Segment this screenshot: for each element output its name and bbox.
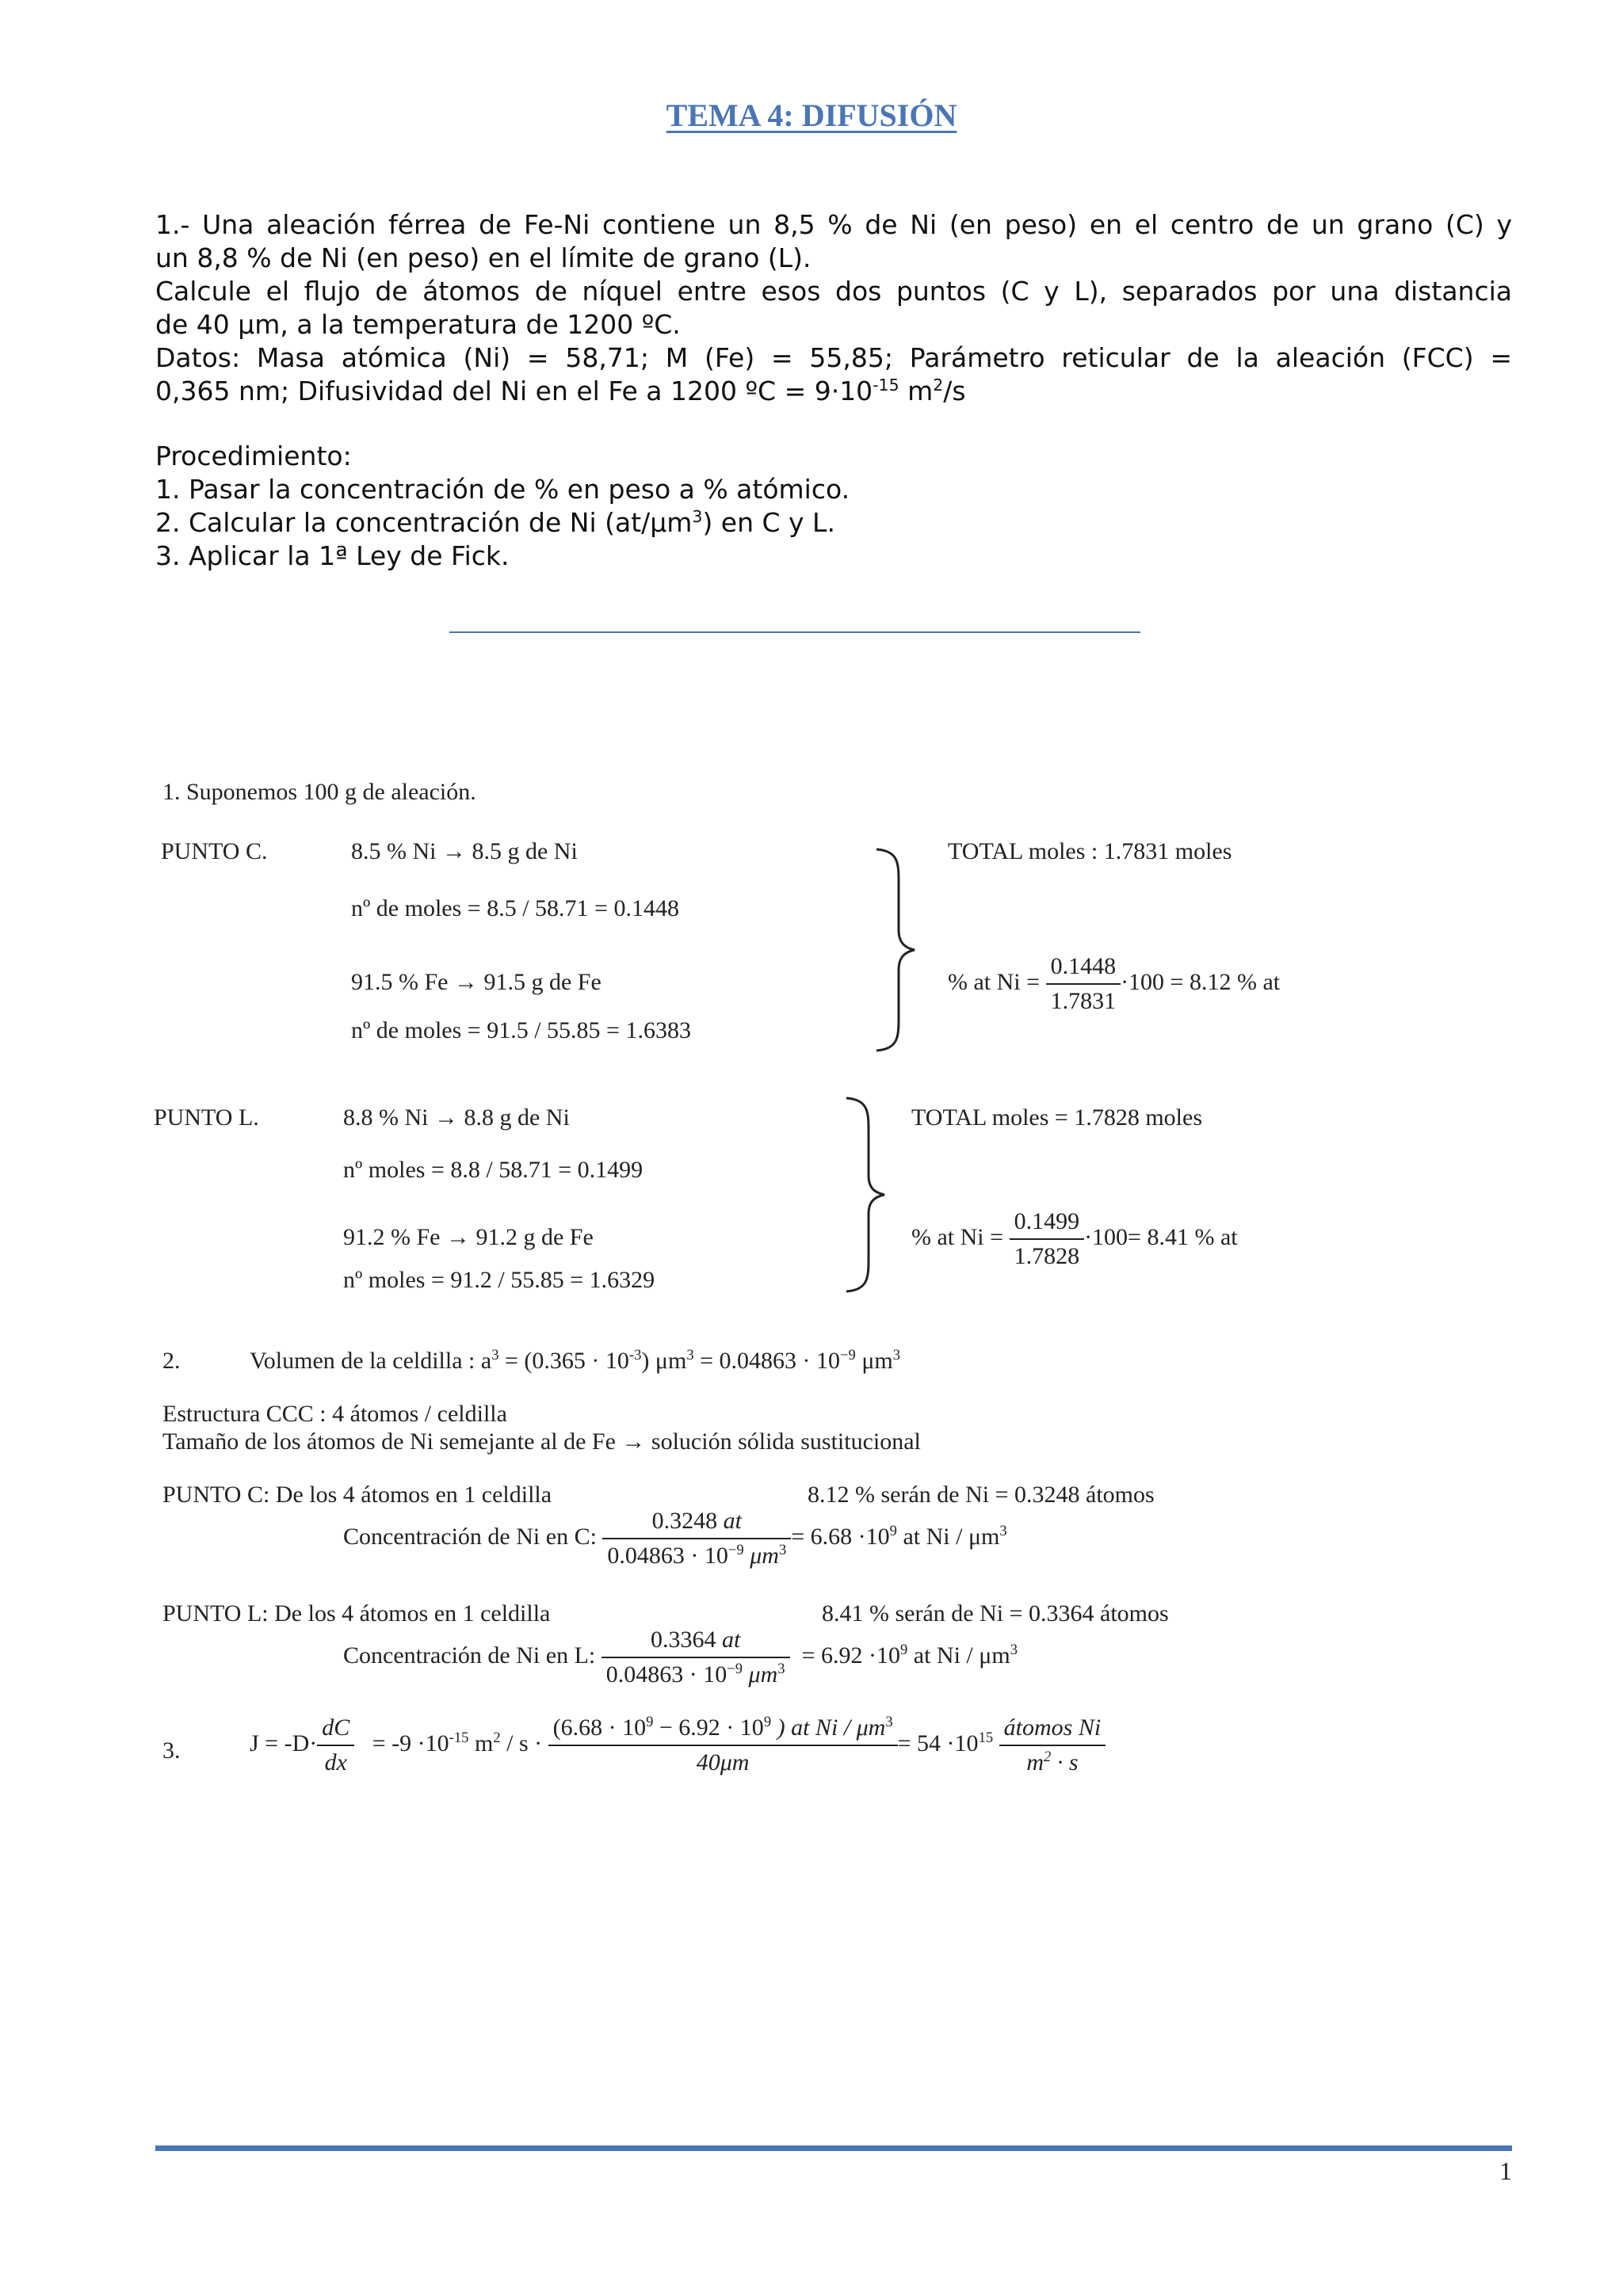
procedure-step: 3. Aplicar la 1ª Ley de Fick. (155, 540, 510, 571)
point-c-fe: 91.5 % Fe → 91.5 g de Fe (351, 969, 601, 995)
problem-statement (155, 208, 1512, 408)
solution-step-1: 1. Suponemos 100 g de aleación. (162, 779, 476, 805)
fraction: $\frac{0.1499}{1.7828}$ (1010, 1207, 1085, 1271)
fraction: $\frac{0.3364 at}{0.04863 \cdot 10^{-9} \mu m^3}$ (601, 1626, 790, 1689)
brace-l (838, 1097, 891, 1293)
data-line: Datos: Masa atómica (Ni) = 58,71; M (Fe) = 55,85; Parámetro reticular de la aleación (FCC) = (155, 342, 1512, 373)
structure-line: Estructura CCC : 4 átomos / celdilla (162, 1401, 507, 1427)
point-l-fe: 91.2 % Fe → 91.2 g de Fe (343, 1224, 594, 1250)
point-l-total: TOTAL moles = 1.7828 moles (911, 1104, 1202, 1131)
point-l-label: PUNTO L. (154, 1104, 259, 1131)
cell-volume: Volumen de la celdilla : $a^3 = (0.365 \cdot 10^{-3}) \mu m^3 = 0.04863 \cdot 10^{-9}$ $\mu m^3$ (250, 1347, 901, 1374)
problem-line: Calcule el flujo de átomos de níquel entre esos dos puntos (C y L), separados por una distancia (155, 276, 1512, 307)
fraction: $\frac{\text{átomos Ni}}{m^2 \cdot s}$ (999, 1714, 1106, 1777)
solution-step-2-number: 2. (162, 1348, 181, 1374)
point-l-fe-moles: nº moles = 91.2 / 55.85 = 1.6329 (343, 1267, 655, 1293)
point-l-ni-atoms: 8.41 % serán de Ni = 0.3364 átomos (822, 1600, 1169, 1627)
separator-line (449, 631, 1140, 633)
point-c-ni: 8.5 % Ni → 8.5 g de Ni (351, 838, 578, 864)
point-c-cell-heading: PUNTO C: De los 4 átomos en 1 celdilla (162, 1482, 552, 1508)
point-l-cell-heading: PUNTO L: De los 4 átomos en 1 celdilla (162, 1600, 551, 1627)
fraction: $\frac{0.3248 at}{0.04863 \cdot 10^{-9} \mu m^3}$ (602, 1507, 791, 1570)
atom-size-line: Tamaño de los átomos de Ni semejante al de Fe → solución sólida sustitucional (162, 1428, 921, 1455)
page-number: 1 (1499, 2157, 1512, 2185)
fraction: $\frac{dC}{dx}$ (317, 1714, 354, 1777)
footer-rule (155, 2145, 1512, 2151)
problem-line: de 40 μm, a la temperatura de 1200 ºC. (155, 309, 681, 340)
point-c-total: TOTAL moles : 1.7831 moles (948, 838, 1232, 864)
fick-law: J = -D· $\frac{dC}{dx}$ = $-9 \cdot 10^{-15}$ $m^2$ / s · $\frac{(6.68 \cdot 10^9 - 6.92 \cdot 10^9 ) at Ni / \mu m^3}{40\mu m}$ = $54 \cdot 10^{15}$ $\frac{\text{átomos Ni}}{m^2 \cdot s}$ (250, 1714, 1106, 1777)
point-c-fe-moles: nº de moles = 91.5 / 55.85 = 1.6383 (351, 1017, 691, 1043)
brace-c (869, 848, 921, 1052)
fraction: $\frac{(6.68 \cdot 10^9 - 6.92 \cdot 10^9 ) at Ni / \mu m^3}{40\mu m}$ (548, 1714, 898, 1777)
problem-line: 1.- Una aleación férrea de Fe-Ni contiene un 8,5 % de Ni (en peso) en el centro de un grano (C) y (155, 209, 1512, 240)
fraction: $\frac{0.1448}{1.7831}$ (1046, 952, 1121, 1016)
point-c-ni-moles: nº de moles = 8.5 / 58.71 = 0.1448 (351, 895, 679, 921)
procedure-step: 1. Pasar la concentración de % en peso a % atómico. (155, 474, 850, 505)
point-c-label: PUNTO C. (161, 838, 268, 864)
problem-line: un 8,8 % de Ni (en peso) en el límite de grano (L). (155, 242, 812, 273)
point-c-ni-atoms: 8.12 % serán de Ni = 0.3248 átomos (808, 1482, 1155, 1508)
point-c-atomic-percent: % at Ni = $\frac{0.1448}{1.7831}$ ·100 = 8.12 % at (948, 953, 1281, 1014)
procedure (155, 440, 1512, 573)
procedure-step: 2. Calcular la concentración de Ni $(at/\mu m^3)$ en C y L. (155, 507, 835, 538)
data-line: 0,365 nm; Difusividad del Ni en el Fe a 1200 ºC = $9\cdot 10^{-15}$ $m^2/s$ (155, 376, 966, 406)
point-l-concentration: Concentración de Ni en L: $\frac{0.3364 at}{0.04863 \cdot 10^{-9} \mu m^3}$ = $6.92 \cdot 10^9$ at Ni / $\mu m^3$ (343, 1627, 1018, 1688)
point-l-atomic-percent: % at Ni = $\frac{0.1499}{1.7828}$ ·100= 8.41 % at (911, 1208, 1238, 1269)
point-c-concentration: Concentración de Ni en C: $\frac{0.3248 at}{0.04863 \cdot 10^{-9} \mu m^3}$ = $6.68 \cdot 10^9$ at Ni / $\mu m^3$ (343, 1508, 1007, 1569)
point-l-ni: 8.8 % Ni → 8.8 g de Ni (343, 1104, 570, 1131)
page-title: TEMA 4: DIFUSIÓN (666, 97, 957, 133)
solution-step-3-number: 3. (162, 1737, 181, 1764)
point-l-ni-moles: nº moles = 8.8 / 58.71 = 0.1499 (343, 1157, 643, 1183)
procedure-title: Procedimiento: (155, 441, 352, 471)
